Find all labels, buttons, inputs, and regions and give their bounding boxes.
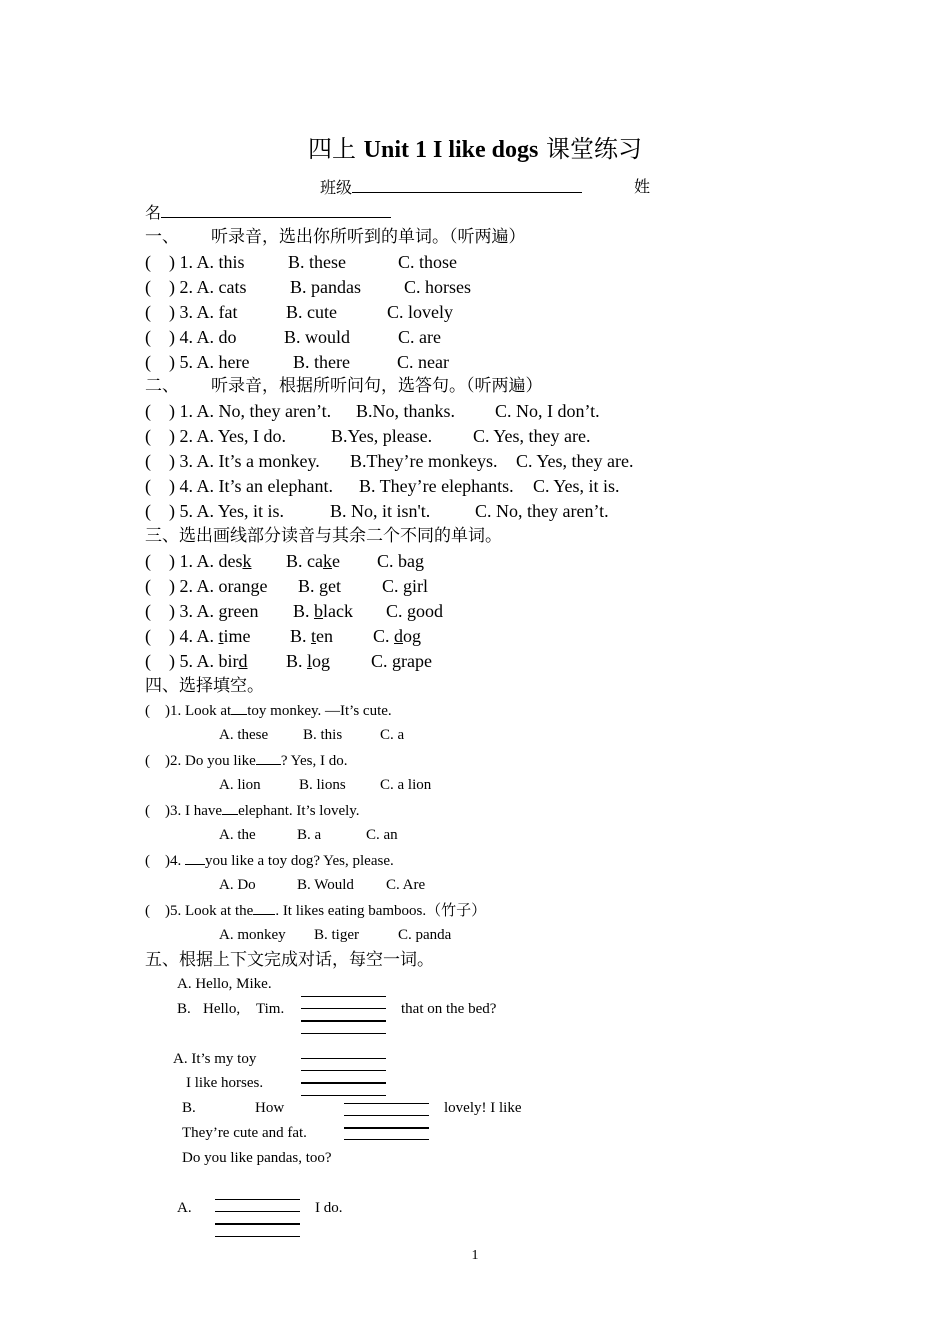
underlined-letter: g [403, 576, 413, 596]
answer-line[interactable] [344, 1139, 429, 1140]
section-4-heading: 四、选择填空。 [145, 676, 264, 696]
answer-line[interactable] [215, 1211, 300, 1212]
page-title: 四上 Unit 1 I like dogs 课堂练习 [308, 135, 642, 163]
answer-line[interactable] [301, 1033, 386, 1034]
section-3-heading: 三、选出画线部分读音与其余二个不同的单词。 [145, 526, 502, 546]
underlined-letter: k [242, 551, 252, 571]
underlined-letter: l [307, 651, 313, 671]
name-blank[interactable] [161, 203, 391, 218]
dialogue-line: A. Hello, Mike. [177, 976, 272, 992]
answer-line[interactable] [344, 1127, 429, 1129]
page-number: 1 [471, 1248, 479, 1263]
class-field: 班级 [320, 176, 582, 199]
dialogue-line: I like horses. [186, 1075, 264, 1091]
underlined-letter: g [319, 576, 329, 596]
answer-line[interactable] [344, 1115, 429, 1116]
name-field: 名 [145, 201, 391, 224]
underlined-letter: g [392, 651, 402, 671]
dialogue-line: Do you like pandas, too? [182, 1150, 332, 1166]
underlined-letter: g [407, 601, 417, 621]
answer-blank[interactable] [222, 800, 238, 815]
class-blank[interactable] [352, 178, 582, 193]
underlined-letter: g [250, 576, 260, 596]
answer-blank[interactable] [253, 900, 275, 915]
answer-blank[interactable] [231, 700, 247, 715]
underlined-letter: t [311, 626, 317, 646]
underlined-letter: d [394, 626, 404, 646]
section-1-heading-num: 一、 [145, 227, 179, 247]
question: ( )3. I have elephant. It’s lovely. [145, 800, 360, 821]
question: ( )2. Do you like ? Yes, I do. [145, 750, 348, 771]
question: ( )1. Look at toy monkey. —It’s cute. [145, 700, 392, 721]
dialogue-line: They’re cute and fat. [182, 1125, 307, 1141]
underlined-letter: g [218, 601, 228, 621]
section-5-heading: 五、根据上下文完成对话，每空一词。 [145, 950, 434, 970]
answer-line[interactable] [301, 1070, 386, 1071]
answer-line[interactable] [215, 1236, 300, 1237]
underlined-letter: b [314, 601, 324, 621]
answer-blank[interactable] [185, 850, 205, 865]
question: ( )5. Look at the . It likes eating bamboos.（竹子） [145, 900, 486, 921]
section-1-heading: 听录音，选出你所听到的单词。（听两遍） [211, 227, 526, 247]
answer-line[interactable] [215, 1223, 300, 1225]
underlined-letter: d [238, 651, 248, 671]
answer-line[interactable] [301, 1082, 386, 1084]
answer-line[interactable] [215, 1199, 300, 1200]
section-2-heading-num: 二、 [145, 376, 179, 396]
underlined-letter: g [415, 551, 424, 571]
underlined-letter: k [322, 551, 332, 571]
answer-blank[interactable] [256, 750, 281, 765]
answer-line[interactable] [344, 1103, 429, 1104]
answer-line[interactable] [301, 1020, 386, 1022]
question: ( )4. you like a toy dog? Yes, please. [145, 850, 394, 871]
answer-line[interactable] [301, 1095, 386, 1096]
dialogue-line: A. It’s my toy [173, 1051, 257, 1067]
answer-line[interactable] [301, 996, 386, 997]
answer-line[interactable] [301, 1008, 386, 1009]
answer-line[interactable] [301, 1058, 386, 1059]
name-label-a: 姓 [634, 177, 651, 196]
section-2-heading: 听录音，根据所听问句，选答句。（听两遍） [211, 376, 543, 396]
underlined-letter: t [218, 626, 224, 646]
